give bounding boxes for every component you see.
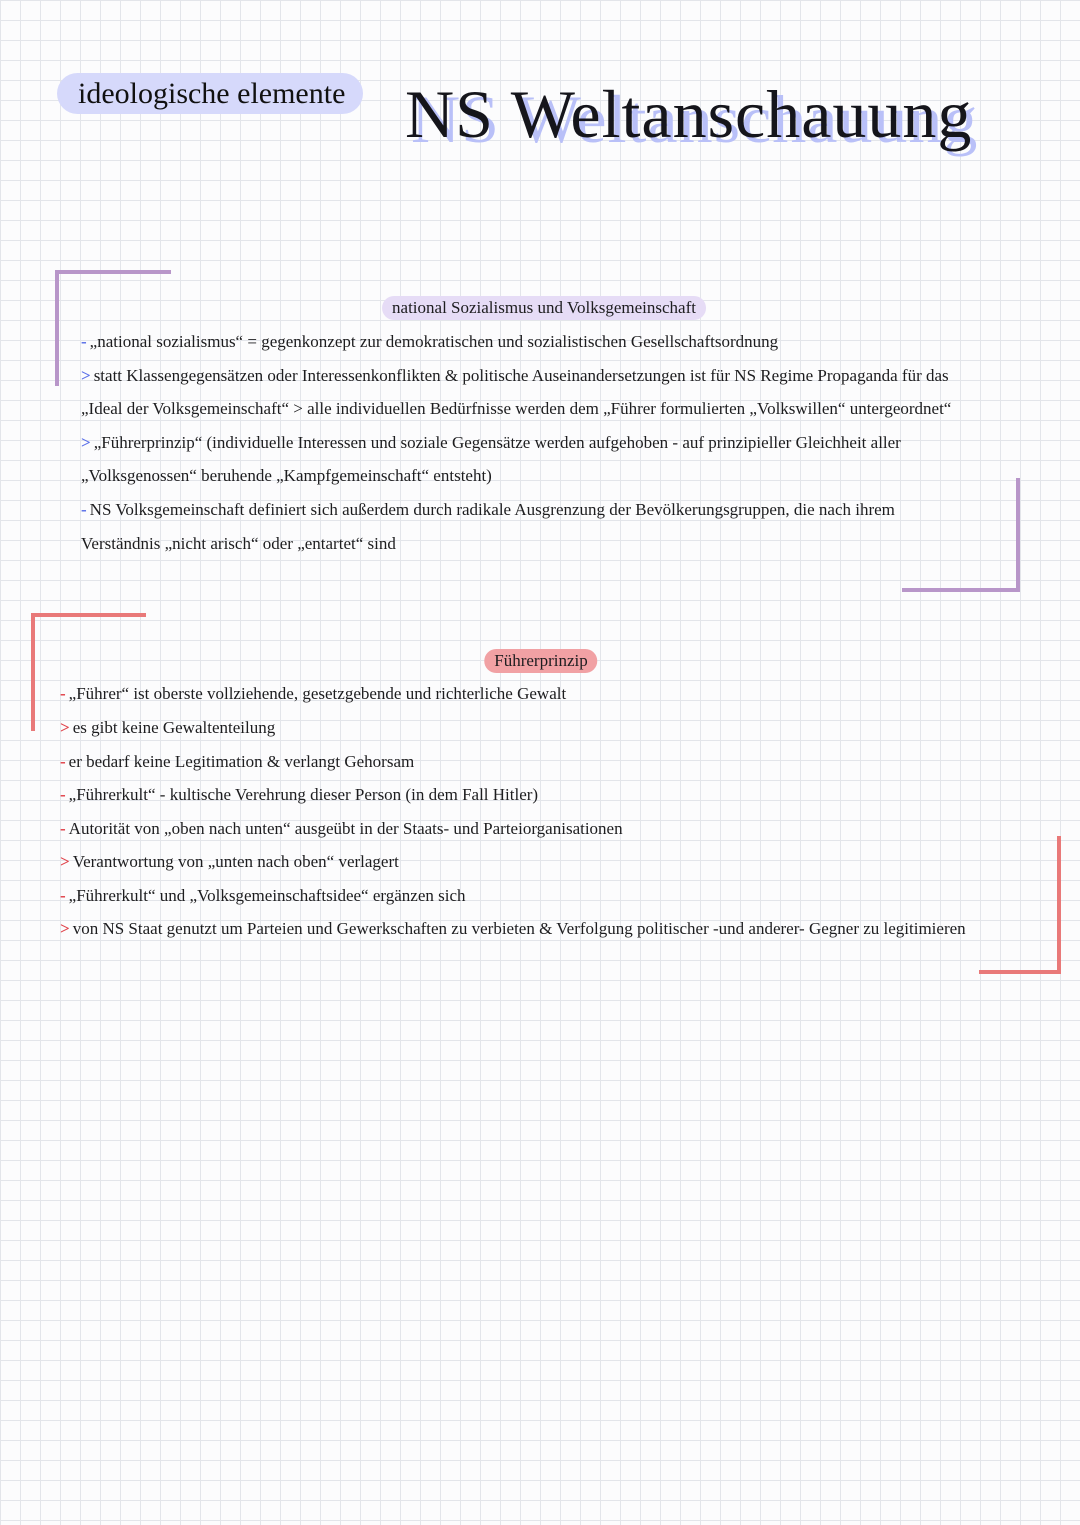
section2-corner-bottom-right	[979, 836, 1061, 974]
list-item-text: er bedarf keine Legitimation & verlangt Gehorsam	[68, 752, 415, 771]
list-item-text: „national sozialismus“ = gegenkonzept zur demokratischen und sozialistischen Gesellschaftsordnung	[89, 332, 779, 351]
list-item	[60, 717, 275, 739]
arrow-bullet-icon: >	[60, 852, 70, 871]
list-item-text: NS Volksgemeinschaft definiert sich außerdem durch radikale Ausgrenzung der Bevölkerungsgruppen, die nach ihrem	[89, 500, 895, 519]
list-item-text: „Führerkult“ und „Volksgemeinschaftsidee“ ergänzen sich	[68, 886, 466, 905]
arrow-bullet-icon: >	[60, 718, 70, 737]
list-item-text: „Führer“ ist oberste vollziehende, gesetzgebende und richterliche Gewalt	[68, 684, 567, 703]
arrow-bullet-icon: >	[81, 433, 91, 452]
list-item-text: „Volksgenossen“ beruhende „Kampfgemeinschaft“ entsteht)	[81, 466, 492, 485]
list-item	[60, 683, 566, 705]
list-item-text: „Führerprinzip“ (individuelle Interessen und soziale Gegensätze werden aufgehoben - auf prinzipieller Gleichheit aller	[93, 433, 901, 452]
list-item	[81, 365, 949, 387]
list-item	[81, 331, 778, 353]
section2-corner-top-left	[31, 613, 146, 731]
list-item	[81, 398, 951, 420]
dash-bullet-icon: -	[60, 752, 66, 771]
dash-bullet-icon: -	[60, 886, 66, 905]
list-item	[81, 499, 895, 521]
list-item-text: von NS Staat genutzt um Parteien und Gewerkschaften zu verbieten & Verfolgung politischer -und anderer- Gegner zu legitimieren	[72, 919, 966, 938]
dash-bullet-icon: -	[81, 500, 87, 519]
list-item-text: Autorität von „oben nach unten“ ausgeübt in der Staats- und Parteiorganisationen	[68, 819, 623, 838]
dash-bullet-icon: -	[81, 332, 87, 351]
list-item-text: Verständnis „nicht arisch“ oder „entartet“ sind	[81, 534, 396, 553]
list-item	[60, 918, 966, 940]
section1-heading: national Sozialismus und Volksgemeinschaft	[382, 296, 706, 320]
list-item	[81, 432, 901, 454]
topic-label: ideologische elemente	[57, 73, 363, 114]
dash-bullet-icon: -	[60, 819, 66, 838]
list-item	[60, 784, 538, 806]
arrow-bullet-icon: >	[60, 919, 70, 938]
section1-corner-bottom-right	[902, 478, 1020, 592]
list-item-text: es gibt keine Gewaltenteilung	[72, 718, 276, 737]
list-item-text: statt Klassengegensätzen oder Interessenkonflikten & politische Auseinandersetzungen ist für NS Regime Propaganda für das	[93, 366, 949, 385]
dash-bullet-icon: -	[60, 684, 66, 703]
list-item	[60, 751, 414, 773]
list-item	[60, 818, 623, 840]
list-item-text: „Ideal der Volksgemeinschaft“ > alle individuellen Bedürfnisse werden dem „Führer formulierten „Volkswillen“ untergeordnet“	[81, 399, 952, 418]
list-item-text: Verantwortung von „unten nach oben“ verlagert	[72, 852, 399, 871]
list-item	[81, 533, 396, 555]
list-item-text: „Führerkult“ - kultische Verehrung dieser Person (in dem Fall Hitler)	[68, 785, 539, 804]
arrow-bullet-icon: >	[81, 366, 91, 385]
page-title: NS Weltanschauung	[405, 76, 973, 152]
dash-bullet-icon: -	[60, 785, 66, 804]
list-item	[60, 851, 399, 873]
list-item	[60, 885, 466, 907]
list-item	[81, 465, 492, 487]
section2-heading: Führerprinzip	[484, 649, 597, 673]
